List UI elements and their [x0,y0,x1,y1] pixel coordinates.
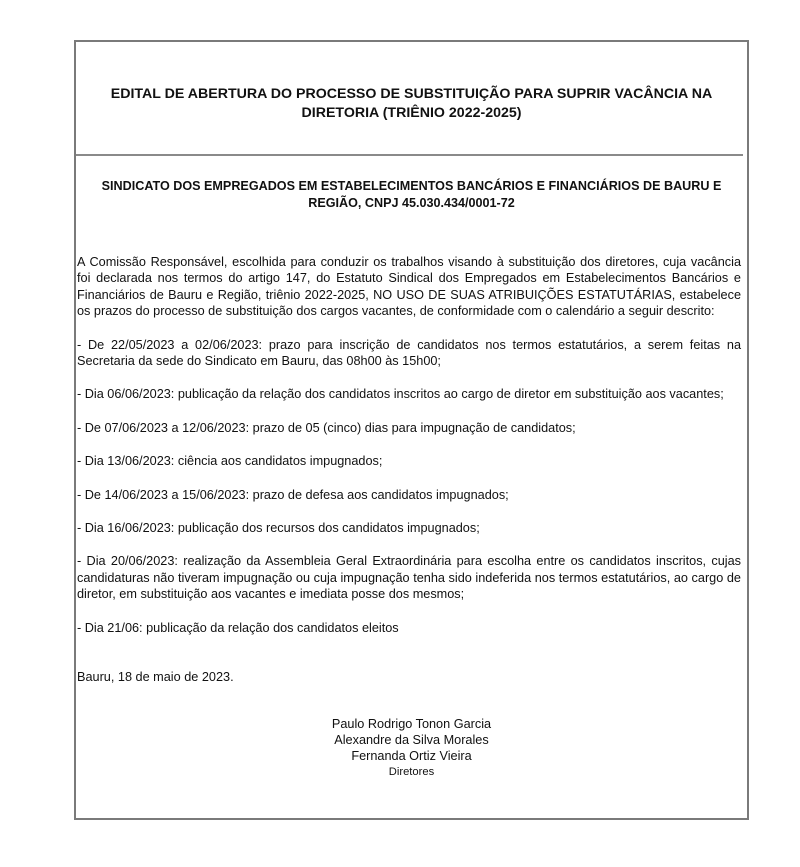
document-body [77,254,741,653]
schedule-item: - Dia 21/06: publicação da relação dos candidatos eleitos [77,620,399,635]
signatory-name: Fernanda Ortiz Vieira [351,749,472,764]
document-title: EDITAL DE ABERTURA DO PROCESSO DE SUBSTITUIÇÃO PARA SUPRIR VACÂNCIA NA DIRETORIA (TRIÊNIO 2022-2025) [110,86,713,121]
divider-rule [76,154,743,156]
intro-paragraph: A Comissão Responsável, escolhida para conduzir os trabalhos visando à substituição dos diretores, cuja vacância foi declarada nos termos do artigo 147, do Estatuto Sindical dos Empregados em Estabelecimentos Bancários e Financiários de Bauru e Região, triênio 2022-2025, NO USO DE SUAS ATRIBUIÇÕES ESTATUTÁRIAS, estabelece os prazos do processo de substituição dos cargos vacantes, de conformidade com o calendário a seguir descrito: [77,255,741,319]
schedule-item: - Dia 20/06/2023: realização da Assembleia Geral Extraordinária para escolha entre os candidatos inscritos, cujas candidaturas não tiveram impugnação ou cuja impugnação tenha sido indeferida nos termos estatutários, ao cargo de diretor, em substituição aos vacantes e imediata posse dos mesmos; [77,554,741,602]
schedule-item: - De 14/06/2023 a 15/06/2023: prazo de defesa aos candidatos impugnados; [77,487,509,502]
document-frame [74,40,749,820]
schedule-item: - De 07/06/2023 a 12/06/2023: prazo de 05 (cinco) dias para impugnação de candidatos; [77,420,576,435]
place-and-date: Bauru, 18 de maio de 2023. [77,670,234,684]
schedule-item: - De 22/05/2023 a 02/06/2023: prazo para inscrição de candidatos nos termos estatutários, a serem feitas na Secretaria da sede do Sindicato em Bauru, das 08h00 às 15h00; [77,337,741,369]
organization-heading: SINDICATO DOS EMPREGADOS EM ESTABELECIMENTOS BANCÁRIOS E FINANCIÁRIOS DE BAURU E REGIÃO, CNPJ 45.030.434/0001-72 [101,179,722,210]
signatory-role: Diretores [388,765,435,778]
schedule-item: - Dia 16/06/2023: publicação dos recursos dos candidatos impugnados; [77,521,480,536]
schedule-item: - Dia 13/06/2023: ciência aos candidatos impugnados; [77,454,383,469]
signatory-name: Paulo Rodrigo Tonon Garcia [331,717,492,731]
signature-block [76,716,747,780]
schedule-item: - Dia 06/06/2023: publicação da relação dos candidatos inscritos ao cargo de diretor em substituição aos vacantes; [77,387,724,402]
signatory-name: Alexandre da Silva Morales [334,733,489,748]
